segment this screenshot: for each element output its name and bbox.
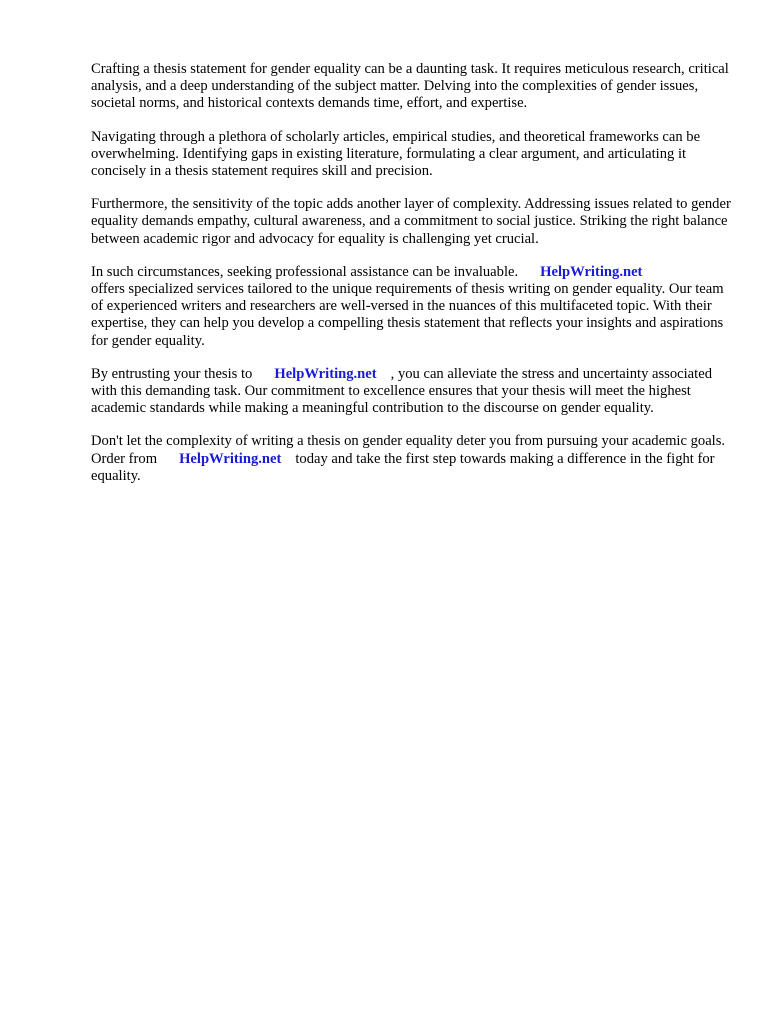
paragraph-entrust-text-before: By entrusting your thesis to <box>91 365 253 382</box>
paragraph-sensitivity-text: Furthermore, the sensitivity of the topic adds another layer of complexity. Addressing issues related to gender equality demands empathy, cultural awareness, and a commitment to social justice. Striking the right balance between academic rigor and advocacy for equality is challenging yet crucial. <box>91 196 731 247</box>
helpwriting-link-1[interactable]: HelpWriting.net <box>540 263 643 280</box>
paragraph-order-text-before: Don't let the complexity of writing a thesis on gender equality deter you from pursuing your academic goals. Order from <box>91 433 726 467</box>
paragraph-intro <box>91 61 731 113</box>
document-page <box>91 61 731 501</box>
paragraph-assistance <box>91 264 731 350</box>
helpwriting-link-2[interactable]: HelpWriting.net <box>274 365 377 382</box>
paragraph-entrust-text-after: , you can alleviate the stress and uncertainty associated with this demanding task. Our commitment to excellence ensures that your thesis will meet the highest academic standards while making a meaningful contribution to the discourse on gender equality. <box>91 365 712 417</box>
paragraph-entrust <box>91 366 731 418</box>
paragraph-intro-text: Crafting a thesis statement for gender equality can be a daunting task. It requires meticulous research, critical analysis, and a deep understanding of the subject matter. Delving into the complexities of gender issues, societal norms, and historical contexts demands time, effort, and expertise. <box>91 61 729 112</box>
paragraph-research <box>91 129 731 181</box>
paragraph-sensitivity <box>91 196 731 248</box>
paragraph-order-text-after: today and take the first step towards making a difference in the fight for equality. <box>91 450 715 484</box>
helpwriting-link-3[interactable]: HelpWriting.net <box>179 450 282 467</box>
paragraph-assistance-text-after: offers specialized services tailored to the unique requirements of thesis writing on gender equality. Our team of experienced writers and researchers are well-versed in the nuances of this multifaceted topic. With their expertise, they can help you develop a compelling thesis statement that reflects your insights and aspirations for gender equality. <box>91 281 724 349</box>
paragraph-assistance-text-before: In such circumstances, seeking professional assistance can be invaluable. <box>91 263 519 280</box>
paragraph-research-text: Navigating through a plethora of scholarly articles, empirical studies, and theoretical frameworks can be overwhelming. Identifying gaps in existing literature, formulating a clear argument, and articulating it concisely in a thesis statement requires skill and precision. <box>91 128 701 180</box>
paragraph-order <box>91 433 731 485</box>
